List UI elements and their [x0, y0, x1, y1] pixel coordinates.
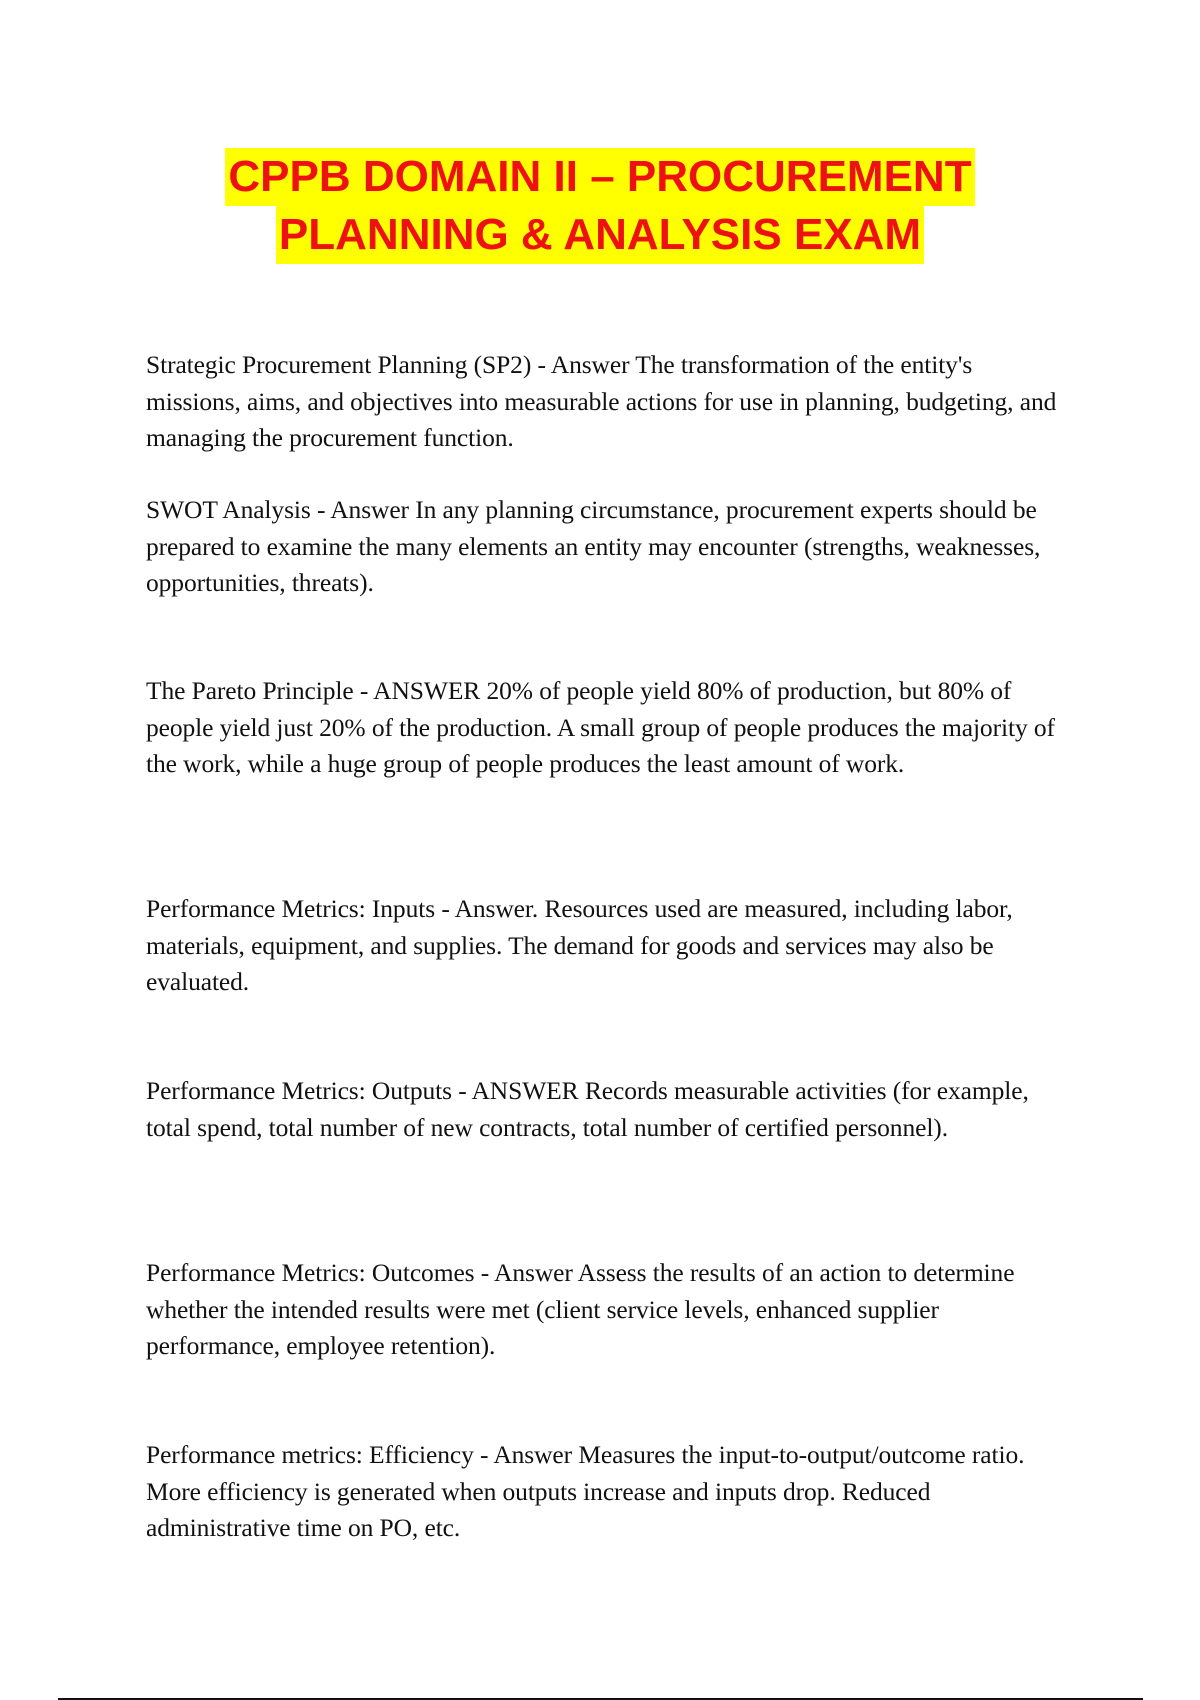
entry-term: SWOT Analysis: [146, 495, 311, 524]
qa-entry-metrics-inputs: [146, 891, 1071, 1001]
entry-answer: In any planning circumstance, procurement experts should be prepared to examine the many elements an entity may encounter (strengths, weaknesses, opportunities, threats).: [146, 495, 1041, 597]
title-line-2: PLANNING & ANALYSIS EXAM: [276, 206, 924, 264]
entry-answer: Records measurable activities (for example, total spend, total number of new contracts, total number of certified personnel).: [146, 1076, 1029, 1142]
entry-separator: - Answer: [531, 350, 636, 379]
entry-separator: - Answer.: [435, 894, 545, 923]
title-line-1: CPPB DOMAIN II – PROCUREMENT: [225, 148, 974, 206]
qa-entry-strategic-procurement-planning: [146, 347, 1071, 457]
entry-term: Performance Metrics: Outcomes: [146, 1258, 475, 1287]
qa-entry-swot-analysis: [146, 492, 1071, 602]
entry-separator: - ANSWER: [451, 1076, 585, 1105]
entry-term: Performance metrics: Efficiency: [146, 1440, 474, 1469]
entry-answer: Assess the results of an action to determine whether the intended results were met (client service levels, enhanced supplier performance, employee retention).: [146, 1258, 1015, 1360]
entry-separator: - ANSWER: [353, 676, 487, 705]
qa-entry-pareto-principle: [146, 673, 1071, 783]
entry-answer: 20% of people yield 80% of production, but 80% of people yield just 20% of the production. A small group of people produces the majority of the work, while a huge group of people produces the least amount of work.: [146, 676, 1055, 778]
entry-term: Strategic Procurement Planning (SP2): [146, 350, 532, 379]
entry-separator: - Answer: [474, 1258, 578, 1287]
entry-separator: - Answer: [310, 495, 416, 524]
entry-term: Performance Metrics: Inputs: [146, 894, 436, 923]
entry-term: Performance Metrics: Outputs: [146, 1076, 452, 1105]
qa-entry-metrics-efficiency: [146, 1437, 1071, 1547]
entry-answer: The transformation of the entity's missions, aims, and objectives into measurable actions for use in planning, budgeting, and managing the procurement function.: [146, 350, 1057, 452]
document-title: [0, 148, 1200, 264]
entry-answer: Measures the input-to-output/outcome ratio. More efficiency is generated when outputs increase and inputs drop. Reduced administrative time on PO, etc.: [146, 1440, 1025, 1542]
qa-entry-metrics-outputs: [146, 1073, 1071, 1146]
qa-entry-metrics-outcomes: [146, 1255, 1071, 1365]
entry-term: The Pareto Principle: [146, 676, 354, 705]
entry-answer: Resources used are measured, including labor, materials, equipment, and supplies. The demand for goods and services may also be evaluated.: [146, 894, 1013, 996]
entry-separator: - Answer: [473, 1440, 579, 1469]
